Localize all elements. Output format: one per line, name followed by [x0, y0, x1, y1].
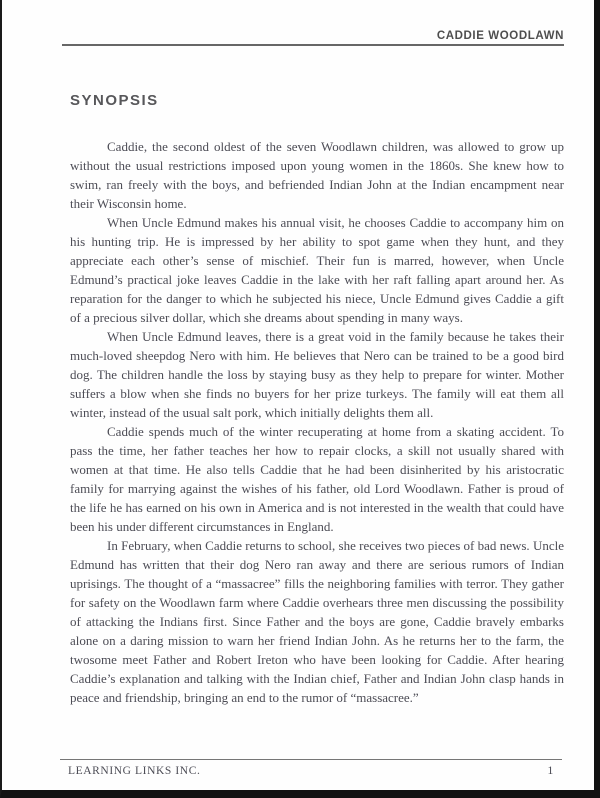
synopsis-paragraph-5: In February, when Caddie returns to school, she receives two pieces of bad news. Uncle Edmund has written that their dog Nero ran away and there are serious rumors of Indian uprisings. The thought of a “massacree” fills the neighboring families with terror. They gather for safety on the Woodlawn farm where Caddie overhears three men discussing the possibility of attacking the Indians first. Since Father and the boys are gone, Caddie bravely embarks alone on a daring mission to warn her friend Indian John. As he returns her to the farm, the twosome meet Father and Robert Ireton who have been looking for Caddie. After hearing Caddie’s explanation and talking with the Indian chief, Father and Indian John clasp hands in peace and friendship, bringing an end to the rumor of “massacree.”	[70, 538, 564, 705]
synopsis-paragraph-4: Caddie spends much of the winter recuperating at home from a skating accident. To pass the time, her father teaches her how to repair clocks, a skill not usually shared with women at that time. He also tells Caddie that he had been disinherited by his aristocratic family for marrying against the wishes of his father, old Lord Woodlawn. Father is proud of the life he has earned on his own in America and is not interested in the wealth that could have been his under different circumstances in England.	[70, 424, 564, 534]
running-header-title: CADDIE WOODLAWN	[62, 30, 564, 46]
publisher-name: LEARNING LINKS INC.	[68, 765, 201, 777]
synopsis-paragraph-1: Caddie, the second oldest of the seven Woodlawn children, was allowed to grow up without the usual restrictions imposed upon young women in the 1860s. She knew how to swim, ran freely with the boys, and befriended Indian John at the Indian encampment near their Wisconsin home.	[70, 139, 564, 211]
synopsis-paragraph-3: When Uncle Edmund leaves, there is a great void in the family because he takes their much-loved sheepdog Nero with him. He believes that Nero can be trained to be a good bird dog. The children handle the loss by staying busy as they help to prepare for winter. Mother suffers a blow when she finds no buyers for her prize turkeys. The family will eat them all winter, instead of the usual salt pork, which initially delights them all.	[70, 329, 564, 420]
synopsis-body	[70, 137, 564, 707]
page-number: 1	[547, 763, 554, 777]
page-footer	[60, 759, 562, 778]
section-heading-synopsis: SYNOPSIS	[70, 92, 159, 109]
synopsis-paragraph-2: When Uncle Edmund makes his annual visit, he chooses Caddie to accompany him on his hunting trip. He is impressed by her ability to spot game when they hunt, and they appreciate each other’s sense of mischief. Their fun is marred, however, when Uncle Edmund’s practical joke leaves Caddie in the lake with her raft falling apart around her. As reparation for the danger to which he subjected his niece, Uncle Edmund gives Caddie a gift of a precious silver dollar, which she dreams about spending in many ways.	[70, 215, 564, 325]
